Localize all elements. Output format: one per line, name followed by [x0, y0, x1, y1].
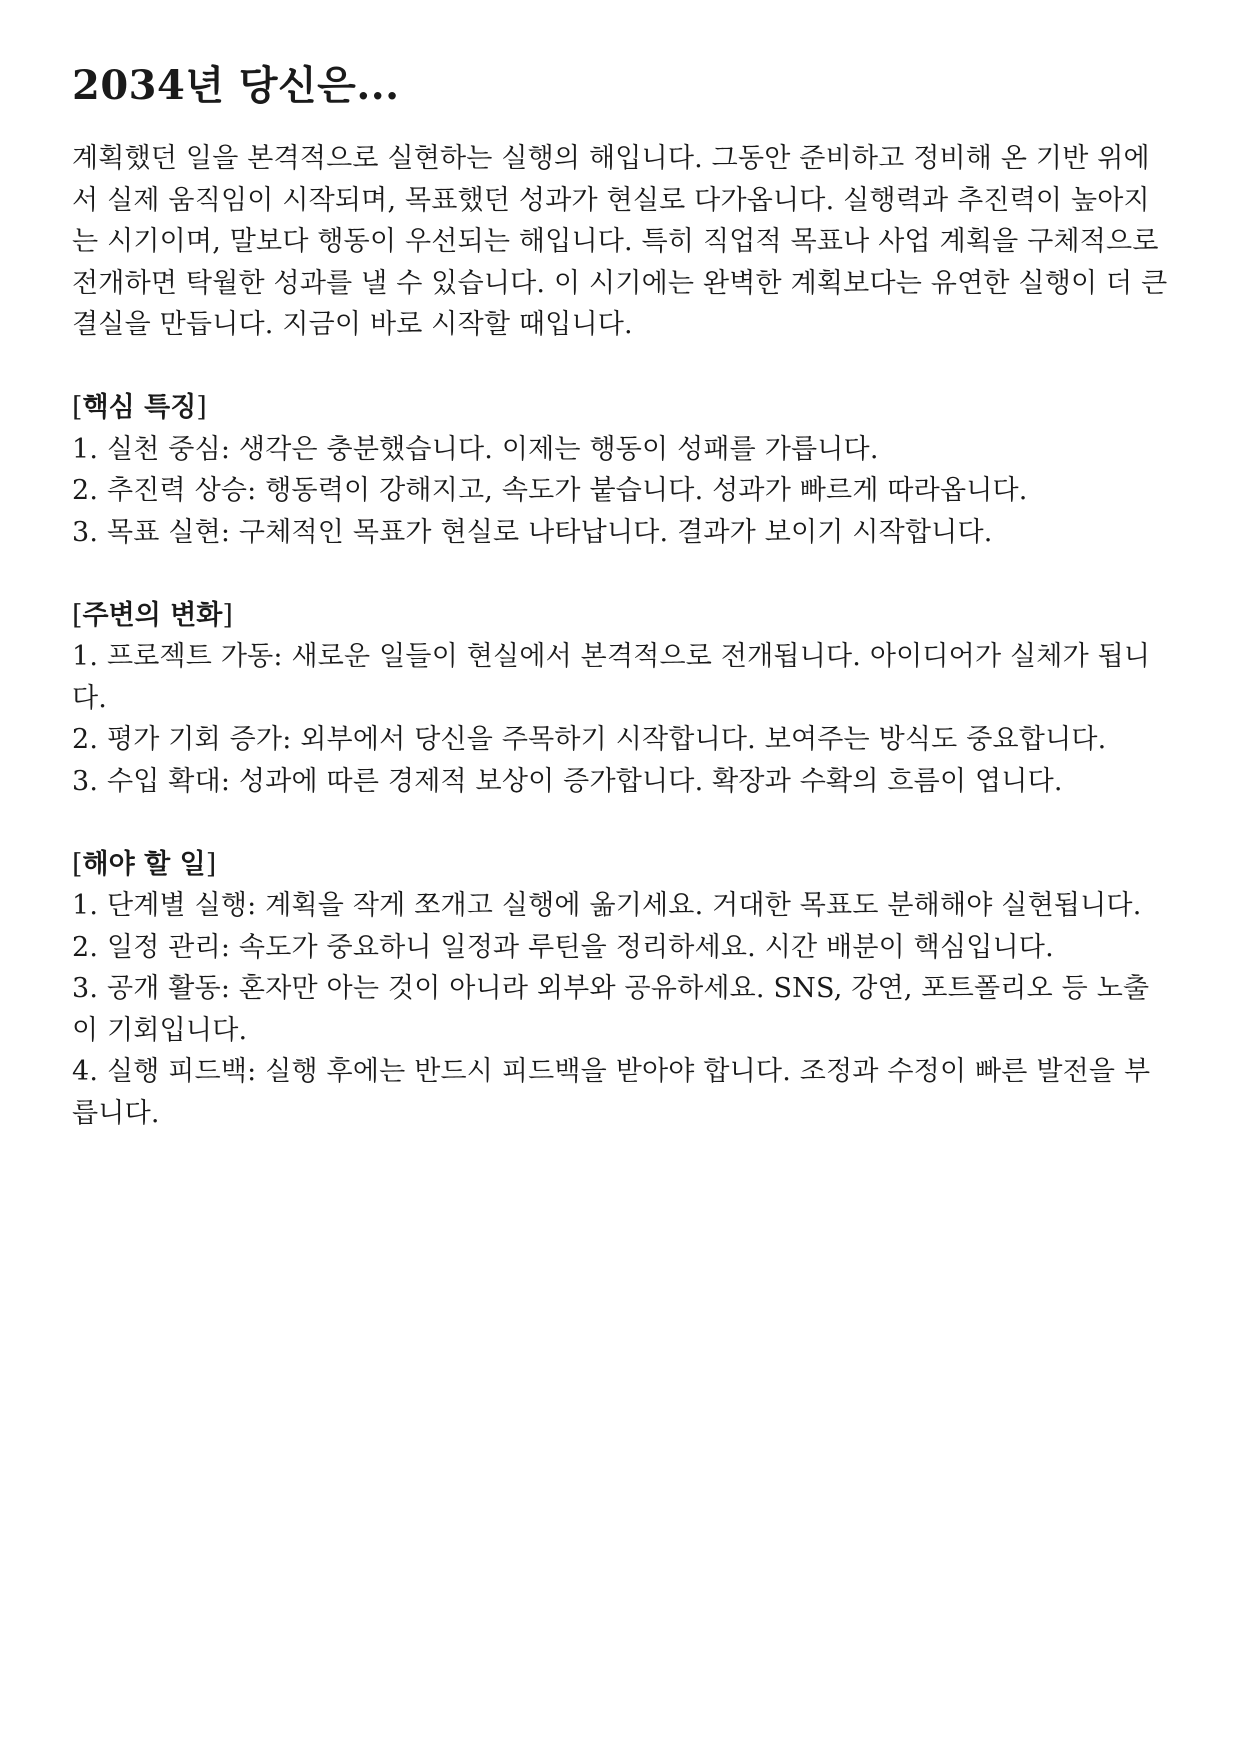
section-heading: [해야 할 일] [72, 848, 217, 880]
list-item: 3. 수입 확대: 성과에 따른 경제적 보상이 증가합니다. 확장과 수확의 흐름이 엽니다. [72, 765, 1063, 797]
intro-paragraph: 계획했던 일을 본격적으로 실현하는 실행의 해입니다. 그동안 준비하고 정비해 온 기반 위에서 실제 움직임이 시작되며, 목표했던 성과가 현실로 다가옵니다. 실행력과 추진력이 높아지는 시기이며, 말보다 행동이 우선되는 해입니다. 특히 직업적 목표나 사업 계획을 구체적으로 전개하면 탁월한 성과를 낼 수 있습니다. 이 시기에는 완벽한 계획보다는 유연한 실행이 더 큰 결실을 만듭니다. 지금이 바로 시작할 때입니다. [72, 143, 1168, 340]
document-page [72, 62, 1170, 1134]
section-heading-text: 핵심 특징 [82, 392, 197, 423]
list-item: 2. 추진력 상승: 행동력이 강해지고, 속도가 붙습니다. 성과가 빠르게 따라옵니다. [72, 475, 1028, 506]
section-todo [72, 844, 1170, 1135]
section-heading-text: 주변의 변화 [82, 599, 223, 631]
list-item: 1. 단계별 실행: 계획을 작게 쪼개고 실행에 옮기세요. 거대한 목표도 분해해야 실현됩니다. [72, 890, 1142, 921]
section-surrounding-changes [72, 595, 1170, 803]
list-item: 2. 일정 관리: 속도가 중요하니 일정과 루틴을 정리하세요. 시간 배분이 핵심입니다. [72, 931, 1054, 963]
list-item: 2. 평가 기회 증가: 외부에서 당신을 주목하기 시작합니다. 보여주는 방식도 중요합니다. [72, 724, 1107, 755]
section-heading: [주변의 변화] [72, 599, 233, 631]
section-heading-text: 해야 할 일 [82, 848, 206, 880]
section-heading: [핵심 특징] [72, 392, 207, 423]
page-title: 2034년 당신은... [72, 62, 400, 109]
list-item: 3. 공개 활동: 혼자만 아는 것이 아니라 외부와 공유하세요. SNS, 강연, 포트폴리오 등 노출이 기회입니다. [72, 973, 1150, 1046]
list-item: 1. 실천 중심: 생각은 충분했습니다. 이제는 행동이 성패를 가릅니다. [72, 433, 879, 465]
list-item: 3. 목표 실현: 구체적인 목표가 현실로 나타납니다. 결과가 보이기 시작합니다. [72, 516, 993, 548]
list-item: 4. 실행 피드백: 실행 후에는 반드시 피드백을 받아야 합니다. 조정과 수정이 빠른 발전을 부릅니다. [72, 1056, 1151, 1129]
list-item: 1. 프로젝트 가동: 새로운 일들이 현실에서 본격적으로 전개됩니다. 아이디어가 실체가 됩니다. [72, 641, 1151, 714]
section-key-features [72, 387, 1170, 553]
